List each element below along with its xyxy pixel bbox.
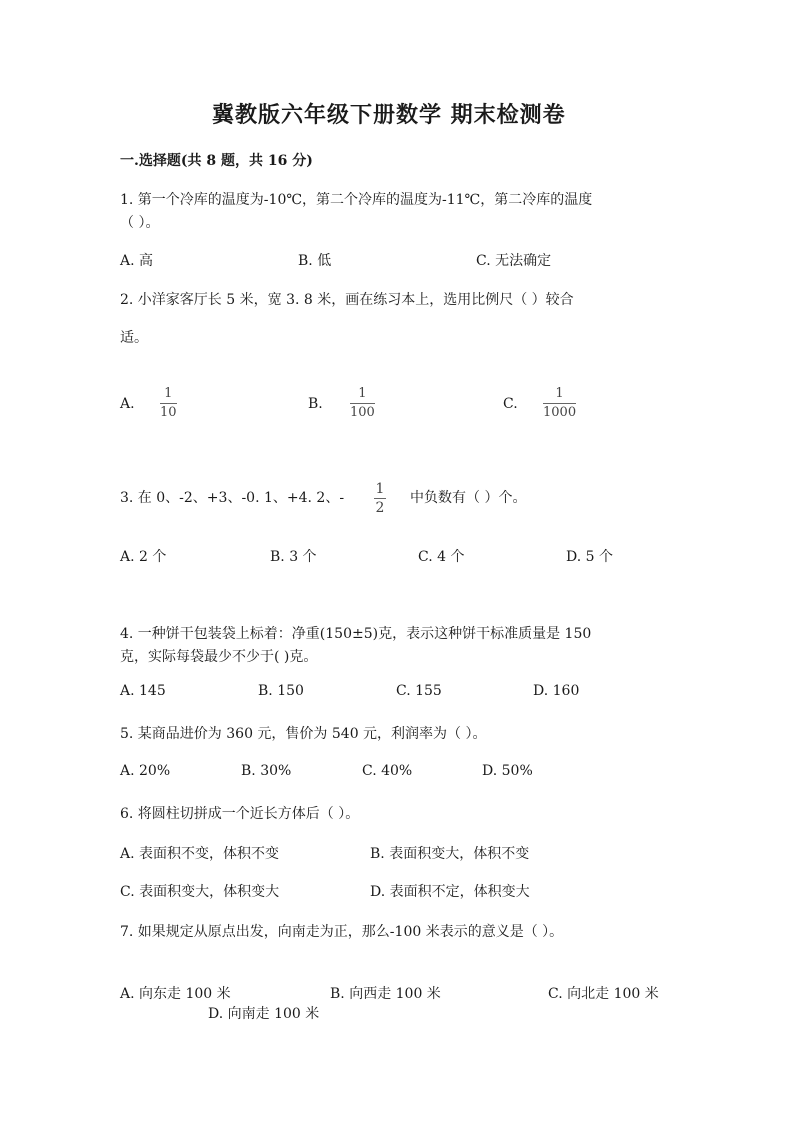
q6-option-a[interactable]: A. 表面积不变，体积不变 <box>120 846 280 862</box>
q2-option-b[interactable]: B. <box>308 396 323 412</box>
q2-option-b-fraction <box>350 386 375 421</box>
question-3-text-after: 中负数有（ ）个。 <box>410 490 527 506</box>
q3-option-d[interactable]: D. 5 个 <box>566 549 613 565</box>
fraction-denominator: 10 <box>160 405 177 420</box>
q2-option-a[interactable]: A. <box>120 396 135 412</box>
q1-option-b[interactable]: B. 低 <box>298 253 332 269</box>
fraction-numerator: 1 <box>358 386 367 401</box>
q5-option-d[interactable]: D. 50% <box>482 763 533 779</box>
q3-option-c[interactable]: C. 4 个 <box>418 549 465 565</box>
fraction-denominator: 2 <box>375 500 385 516</box>
fraction-numerator: 1 <box>164 386 173 401</box>
page-title: 冀教版六年级下册数学 期末检测卷 <box>212 102 566 128</box>
q5-option-a[interactable]: A. 20% <box>120 763 171 779</box>
q7-option-c[interactable]: C. 向北走 100 米 <box>548 986 659 1002</box>
q6-option-d[interactable]: D. 表面积不定，体积变大 <box>370 884 530 900</box>
fraction-bar <box>374 498 386 499</box>
q5-option-b[interactable]: B. 30% <box>241 763 292 779</box>
question-2-line-1: 2. 小洋家客厅长 5 米，宽 3. 8 米，画在练习本上，选用比例尺（ ）较合 <box>120 292 574 308</box>
question-4-line-2: 克，实际每袋最少不少于( )克。 <box>120 649 318 665</box>
fraction-numerator: 1 <box>375 481 385 497</box>
q3-option-b[interactable]: B. 3 个 <box>270 549 317 565</box>
q7-option-a[interactable]: A. 向东走 100 米 <box>120 986 231 1002</box>
q4-option-d[interactable]: D. 160 <box>533 683 580 699</box>
question-4-line-1: 4. 一种饼干包装袋上标着：净重(150±5)克，表示这种饼干标准质量是 150 <box>120 626 592 642</box>
section-heading: 一.选择题(共 8 题，共 16 分) <box>120 153 313 169</box>
q4-option-a[interactable]: A. 145 <box>120 683 166 699</box>
question-1-line-2: （ ）。 <box>120 215 160 231</box>
q4-option-b[interactable]: B. 150 <box>258 683 304 699</box>
q7-option-b[interactable]: B. 向西走 100 米 <box>330 986 441 1002</box>
q5-option-c[interactable]: C. 40% <box>362 763 413 779</box>
q1-option-a[interactable]: A. 高 <box>120 253 154 269</box>
q6-option-c[interactable]: C. 表面积变大，体积变大 <box>120 884 280 900</box>
question-1-line-1: 1. 第一个冷库的温度为-10℃，第二个冷库的温度为-11℃，第二冷库的温度 <box>120 192 593 208</box>
question-6-line-1: 6. 将圆柱切拼成一个近长方体后（ ）。 <box>120 806 360 822</box>
fraction-numerator: 1 <box>555 386 564 401</box>
question-2-line-2: 适。 <box>120 330 148 346</box>
fraction-denominator: 1000 <box>543 405 577 420</box>
fraction-bar <box>350 403 375 404</box>
fraction-bar <box>160 403 177 404</box>
q7-option-d[interactable]: D. 向南走 100 米 <box>208 1006 320 1022</box>
question-3-fraction <box>374 481 386 516</box>
question-7-line-1: 7. 如果规定从原点出发，向南走为正，那么-100 米表示的意义是（ ）。 <box>120 924 564 940</box>
q6-option-b[interactable]: B. 表面积变大，体积不变 <box>370 846 530 862</box>
fraction-bar <box>543 403 576 404</box>
question-5-line-1: 5. 某商品进价为 360 元，售价为 540 元，利润率为（ ）。 <box>120 726 487 742</box>
q1-option-c[interactable]: C. 无法确定 <box>476 253 552 269</box>
q4-option-c[interactable]: C. 155 <box>396 683 442 699</box>
q2-option-a-fraction <box>160 386 177 421</box>
question-3-text-before: 3. 在 0、-2、+3、-0. 1、+4. 2、- <box>120 490 345 506</box>
q2-option-c[interactable]: C. <box>503 396 518 412</box>
q2-option-c-fraction <box>543 386 576 421</box>
fraction-denominator: 100 <box>350 405 375 420</box>
q3-option-a[interactable]: A. 2 个 <box>120 549 167 565</box>
